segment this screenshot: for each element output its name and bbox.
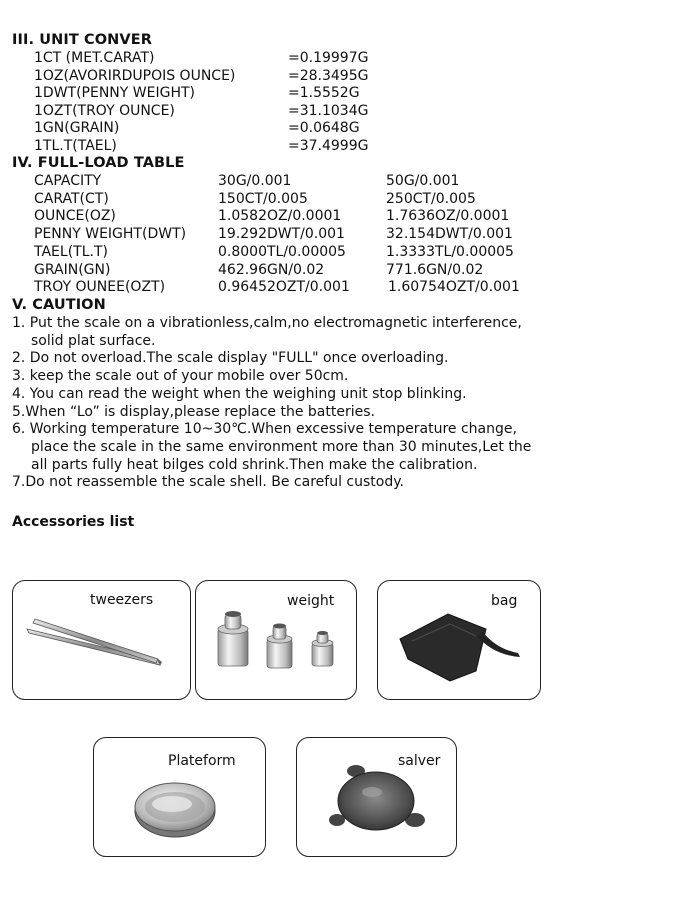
- unit-value: =31.1034G: [288, 102, 369, 119]
- full-load-label: PENNY WEIGHT(DWT): [34, 226, 187, 243]
- accessory-label: bag: [491, 593, 518, 609]
- tweezers-icon: [13, 581, 192, 701]
- unit-name: 1DWT(PENNY WEIGHT): [34, 85, 195, 101]
- accessory-card-platform: [93, 737, 266, 857]
- full-load-label: CARAT(CT): [34, 190, 109, 207]
- full-load-col2: 32.154DWT/0.001: [386, 226, 513, 243]
- full-load-col2: 250CT/0.005: [386, 190, 476, 207]
- unit-name: 1GN(GRAIN): [34, 120, 120, 136]
- full-load-label: TAEL(TL.T): [34, 243, 108, 260]
- accessories-heading: Accessories list: [12, 514, 135, 530]
- unit-value: =0.19997G: [288, 50, 369, 66]
- unit-name: 1OZT(TROY OUNCE): [34, 102, 175, 119]
- full-load-col2: 1.3333TL/0.00005: [386, 243, 514, 260]
- accessory-label: Plateform: [168, 753, 236, 769]
- accessory-label: weight: [287, 593, 335, 609]
- accessory-label: salver: [398, 753, 441, 769]
- full-load-col1: 0.96452OZT/0.001: [218, 279, 350, 296]
- bag-icon: [378, 581, 542, 701]
- full-load-col1: 0.8000TL/0.00005: [218, 243, 346, 260]
- unit-name: 1TL.T(TAEL): [34, 137, 117, 154]
- full-load-col1: 1.0582OZ/0.0001: [218, 208, 342, 225]
- full-load-col1: 30G/0.001: [218, 173, 292, 189]
- caution-item: 5.When “Lo” is display,please replace the batteries.: [12, 403, 375, 420]
- caution-item-continuation: place the scale in the same environment more than 30 minutes,Let the: [31, 438, 532, 455]
- caution-item: 2. Do not overload.The scale display "FULL" once overloading.: [12, 350, 449, 367]
- unit-value: =28.3495G: [288, 67, 369, 84]
- platform-icon: [94, 738, 267, 858]
- full-load-col2: 771.6GN/0.02: [386, 261, 484, 278]
- accessory-card-salver: [296, 737, 457, 857]
- unit-value: =0.0648G: [288, 120, 360, 136]
- caution-heading: V. CAUTION: [12, 297, 106, 313]
- caution-item: 3. keep the scale out of your mobile over 50cm.: [12, 368, 349, 385]
- unit-conver-heading: III. UNIT CONVER: [12, 32, 152, 48]
- full-load-label: OUNCE(OZ): [34, 208, 116, 225]
- full-load-col1: 462.96GN/0.02: [218, 261, 325, 278]
- full-load-label: TROY OUNEE(OZT): [34, 279, 166, 296]
- caution-list: [12, 315, 572, 492]
- full-load-heading: IV. FULL-LOAD TABLE: [12, 155, 185, 171]
- full-load-col1: 19.292DWT/0.001: [218, 226, 345, 243]
- unit-value: =1.5552G: [288, 85, 360, 101]
- caution-item: 1. Put the scale on a vibrationless,calm,no electromagnetic interference,: [12, 315, 522, 331]
- caution-item: 7.Do not reassemble the scale shell. Be careful custody.: [12, 474, 404, 491]
- accessory-card-bag: [377, 580, 541, 700]
- salver-icon: [297, 738, 458, 858]
- caution-item: 4. You can read the weight when the weighing unit stop blinking.: [12, 385, 467, 402]
- caution-item-continuation: all parts fully heat bilges cold shrink.Then make the calibration.: [31, 456, 478, 473]
- unit-name: 1OZ(AVORIRDUPOIS OUNCE): [34, 67, 236, 84]
- caution-item-continuation: solid plat surface.: [31, 332, 156, 349]
- full-load-label: GRAIN(GN): [34, 261, 111, 278]
- full-load-col2: 1.7636OZ/0.0001: [386, 208, 510, 225]
- full-load-col2: 50G/0.001: [386, 173, 460, 189]
- unit-value: =37.4999G: [288, 137, 369, 154]
- accessory-label: tweezers: [90, 592, 154, 608]
- caution-item: 6. Working temperature 10~30℃.When excessive temperature change,: [12, 421, 517, 438]
- accessory-card-weight: [195, 580, 357, 700]
- accessory-card-tweezers: [12, 580, 191, 700]
- full-load-label: CAPACITY: [34, 173, 102, 189]
- weights-icon: [196, 581, 358, 701]
- unit-name: 1CT (MET.CARAT): [34, 50, 155, 66]
- full-load-col1: 150CT/0.005: [218, 190, 308, 207]
- full-load-col2: 1.60754OZT/0.001: [388, 279, 520, 296]
